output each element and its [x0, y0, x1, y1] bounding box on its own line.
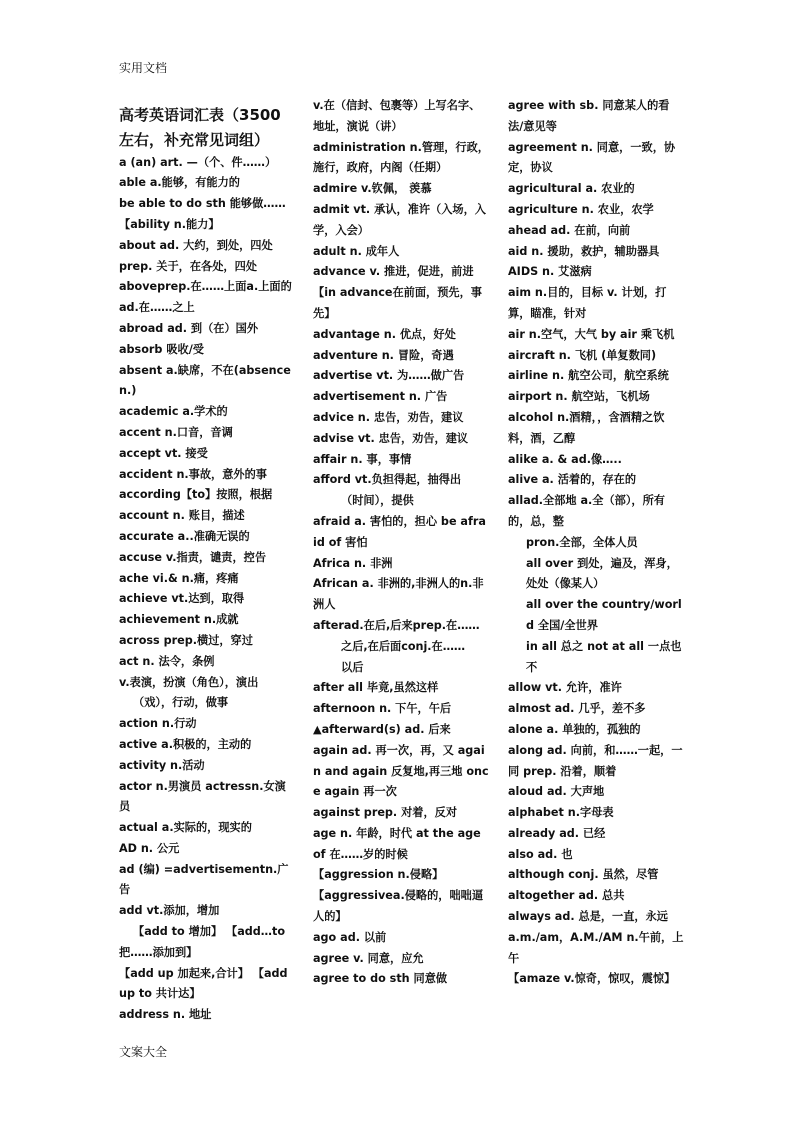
entry: age n. 年龄，时代 at the age of 在……岁的时候: [313, 826, 481, 861]
entry: accident n.事故，意外的事: [119, 467, 267, 481]
entry: v.表演，扮演（角色），演出: [119, 675, 259, 689]
entry: （戏），行动，做事: [133, 696, 229, 710]
entry: aircraft n. 飞机 (单复数同): [508, 348, 657, 362]
entry: almost ad. 几乎，差不多: [508, 702, 646, 716]
entry: alphabet n.字母表: [508, 806, 614, 820]
entry: advertisement n. 广告: [313, 390, 448, 404]
entry: advance v. 推进，促进，前进: [313, 265, 474, 279]
entry: adult n. 成年人: [313, 244, 400, 258]
entry: absent a.缺席，不在(absence n.): [119, 363, 291, 398]
entry: aim n.目的，目标 v. 计划，打算，瞄准，针对: [508, 286, 667, 320]
entry: agriculture n. 农业，农学: [508, 202, 654, 216]
entry: again ad. 再一次，再，又 again and again 反复地,再三地 once again 再一次: [313, 743, 489, 799]
entry: 【aggressivea.侵略的，咄咄逼人的】: [313, 889, 484, 924]
entry: Africa n. 非洲: [313, 556, 393, 570]
entry: alone a. 单独的，孤独的: [508, 722, 641, 736]
entry: ahead ad. 在前，向前: [508, 223, 631, 237]
column-1: [119, 96, 295, 1026]
entry: advertise vt. 为……做广告: [313, 369, 465, 383]
entry: admire v.钦佩， 羡慕: [313, 182, 432, 196]
entry: a.m./am，A.M./AM n.午前，上午: [508, 930, 684, 965]
entry: achievement n.成就: [119, 613, 239, 627]
entry: advise vt. 忠告，劝告，建议: [313, 431, 469, 445]
entry: adventure n. 冒险，奇遇: [313, 348, 454, 362]
entry: across prep.横过，穿过: [119, 633, 253, 647]
entry: a (an) art. —（个、件……）: [119, 155, 277, 169]
entry: active a.积极的，主动的: [119, 737, 252, 751]
entry: agree to do sth 同意做: [313, 972, 448, 986]
entry: about ad. 大约，到处，四处: [119, 238, 273, 252]
entry: abroad ad. 到（在）国外: [119, 321, 259, 335]
document-title: 高考英语词汇表（3500左右，补充常见词组）: [119, 106, 281, 149]
entry: agree with sb. 同意某人的看法/意见等: [508, 99, 670, 133]
entry: 【in advance在前面，预先，事先】: [313, 286, 482, 320]
entry: pron.全部，全体人员: [526, 535, 638, 549]
entry: ago ad. 以前: [313, 930, 387, 944]
entry: AD n. 公元: [119, 841, 180, 855]
entry: already ad. 已经: [508, 826, 606, 840]
entry: alike a. & ad.像…..: [508, 452, 622, 466]
entry: ache vi.& n.痛，疼痛: [119, 571, 239, 585]
entry: accuse v.指责，谴责，控告: [119, 550, 267, 564]
entry: air n.空气，大气 by air 乘飞机: [508, 327, 675, 341]
entry: （时间），提供: [341, 494, 414, 508]
page-header: 实用文档: [119, 61, 168, 75]
entry: agreement n. 同意，一致，协定，协议: [508, 140, 676, 175]
entry: actual a.实际的，现实的: [119, 821, 252, 835]
entry: 【aggression n.侵略】: [313, 868, 444, 882]
entry: aid n. 援助，救护，辅助器具: [508, 244, 660, 258]
entry: address n. 地址: [119, 1008, 212, 1022]
entry: AIDS n. 艾滋病: [508, 265, 592, 279]
entry: ad (编) =advertisementn.广告: [119, 862, 289, 897]
entry: prep. 关于，在各处，四处: [119, 259, 257, 273]
entry: 把……添加到】: [119, 945, 198, 959]
entry: afterad.在后,后来prep.在……: [313, 618, 480, 632]
entry: airline n. 航空公司，航空系统: [508, 369, 669, 383]
entry: add vt.添加，增加: [119, 904, 220, 918]
entry: afraid a. 害怕的，担心 be afraid of 害怕: [313, 514, 486, 549]
entry: 之后,在后面conj.在……: [341, 639, 466, 653]
entry: along ad. 向前，和……一起，一同 prep. 沿着，顺着: [508, 743, 683, 778]
entry: able a.能够，有能力的: [119, 176, 240, 190]
entry: agree v. 同意，应允: [313, 951, 424, 965]
entry: 【add up 加起来,合计】 【add up to 共计达】: [119, 966, 288, 1001]
entry: aloud ad. 大声地: [508, 785, 605, 799]
entry: achieve vt.达到，取得: [119, 592, 245, 606]
entry: 以后: [341, 660, 364, 674]
entry: advantage n. 优点，好处: [313, 327, 456, 341]
entry: aboveprep.在……上面a.上面的ad.在……之上: [119, 280, 292, 315]
entry: accept vt. 接受: [119, 446, 208, 460]
entry: in all 总之 not at all 一点也不: [526, 639, 682, 674]
entry: after all 毕竟,虽然这样: [313, 681, 439, 695]
entry: advice n. 忠告，劝告，建议: [313, 410, 464, 424]
entry: allad.全部地 a.全（部），所有的，总，整: [508, 494, 665, 528]
entry: alcohol n.酒精，，含酒精之饮料，酒，乙醇: [508, 410, 665, 445]
entry: agricultural a. 农业的: [508, 182, 635, 196]
entry: action n.行动: [119, 717, 197, 731]
entry: absorb 吸收/受: [119, 342, 204, 356]
entry: administration n.管理，行政，施行，政府，内阁（任期）: [313, 140, 489, 175]
entry: also ad. 也: [508, 847, 573, 861]
entry: altogether ad. 总共: [508, 889, 625, 903]
entry: alive a. 活着的，存在的: [508, 473, 637, 487]
entry: act n. 法令，条例: [119, 654, 215, 668]
entry: accent n.口音，音调: [119, 425, 233, 439]
entry: afford vt.负担得起，抽得出: [313, 473, 462, 487]
page-footer: 文案大全: [119, 1045, 168, 1059]
entry: airport n. 航空站，飞机场: [508, 390, 650, 404]
entry: all over the country/world 全国/全世界: [526, 598, 682, 632]
entry: afternoon n. 下午，午后: [313, 702, 452, 716]
entry: account n. 账目，描述: [119, 509, 245, 523]
column-3: [508, 96, 684, 990]
entry: although conj. 虽然，尽管: [508, 868, 659, 882]
entry: according【to】按照，根据: [119, 488, 273, 502]
entry: affair n. 事，事情: [313, 452, 412, 466]
entry: admit vt. 承认，准许（入场，入学，入会）: [313, 202, 486, 237]
entry: allow vt. 允许，准许: [508, 681, 622, 695]
column-2: [313, 96, 489, 990]
entry: actor n.男演员 actressn.女演员: [119, 779, 286, 814]
entry: against prep. 对着，反对: [313, 806, 458, 820]
entry: 【ability n.能力】: [119, 217, 220, 231]
entry: ▲afterward(s) ad. 后来: [313, 722, 451, 736]
entry: African a. 非洲的,非洲人的n.非洲人: [313, 577, 484, 612]
entry: always ad. 总是，一直，永远: [508, 910, 668, 924]
entry: all over 到处，遍及，浑身，处处（像某人）: [526, 556, 678, 591]
entry: accurate a..准确无误的: [119, 529, 250, 543]
entry: v.在（信封、包裹等）上写名字、地址，演说（讲）: [313, 99, 481, 133]
entry: be able to do sth 能够做……: [119, 197, 286, 211]
entry: activity n.活动: [119, 758, 205, 772]
entry: academic a.学术的: [119, 405, 228, 419]
entry: 【add to 增加】 【add…to: [133, 925, 286, 939]
entry: 【amaze v.惊奇，惊叹，震惊】: [508, 972, 676, 986]
